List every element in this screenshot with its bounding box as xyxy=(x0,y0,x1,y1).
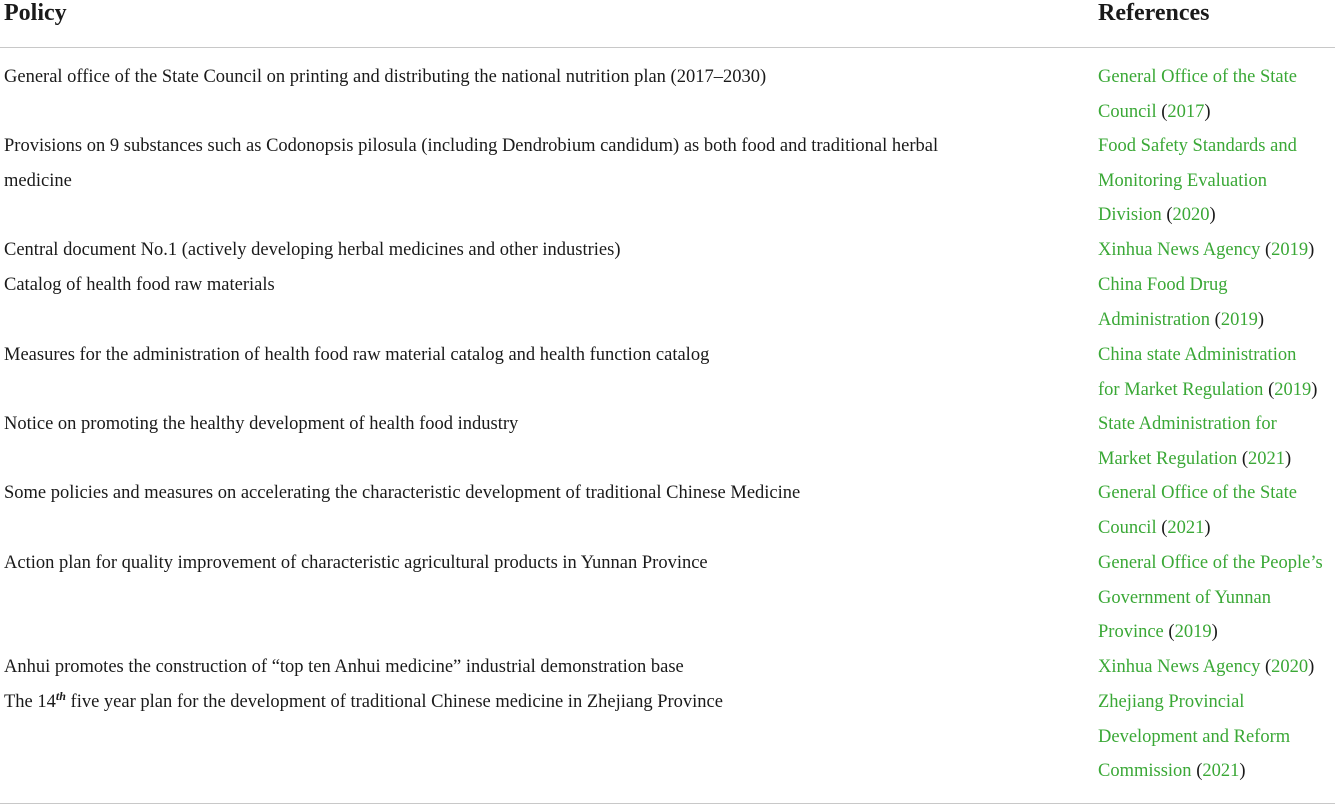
reference-cell[interactable]: Xinhua News Agency (2019) xyxy=(1098,240,1315,260)
ordinal-suffix: th xyxy=(55,688,66,703)
reference-line[interactable]: Commission xyxy=(1098,761,1192,782)
reference-year[interactable]: 2021 xyxy=(1167,517,1205,538)
reference-line[interactable]: Monitoring Evaluation xyxy=(1098,170,1268,191)
bottom-rule xyxy=(0,803,1335,804)
table-header xyxy=(0,0,1335,48)
policy-cell: Notice on promoting the healthy development of health food industry xyxy=(4,414,519,434)
reference-cell[interactable]: Zhejiang Provincial Development and Reform Commission (2021) xyxy=(1098,692,1291,782)
reference-cell[interactable]: Xinhua News Agency (2020) xyxy=(1098,657,1315,677)
reference-line[interactable]: State Administration for xyxy=(1098,414,1277,434)
policy-cell: Catalog of health food raw materials xyxy=(4,275,275,295)
reference-year[interactable]: 2019 xyxy=(1271,240,1309,260)
reference-line[interactable]: Division xyxy=(1098,205,1162,226)
policy-cell: Provisions on 9 substances such as Codonopsis pilosula (including Dendrobium candidum) as both food and traditional herbal medicine xyxy=(4,136,939,191)
reference-line[interactable]: Xinhua News Agency xyxy=(1098,657,1261,677)
reference-cell[interactable]: General Office of the State Council (2021) xyxy=(1098,483,1297,538)
reference-year[interactable]: 2021 xyxy=(1248,448,1286,469)
policy-text-pre: The 14 xyxy=(4,692,56,712)
policy-cell: Central document No.1 (actively developing herbal medicines and other industries) xyxy=(4,240,621,260)
header-references: References xyxy=(1098,0,1210,26)
reference-line[interactable]: Administration xyxy=(1098,309,1211,330)
reference-year[interactable]: 2020 xyxy=(1172,205,1210,226)
reference-cell[interactable]: General Office of the People’s Government of Yunnan Province (2019) xyxy=(1098,553,1323,643)
policy-cell: Measures for the administration of health food raw material catalog and health function catalog xyxy=(4,345,710,365)
reference-line[interactable]: China state Administration xyxy=(1098,345,1297,365)
reference-cell[interactable]: State Administration for Market Regulation (2021) xyxy=(1098,414,1292,469)
reference-line[interactable]: General Office of the State xyxy=(1098,483,1297,503)
policy-cell: Anhui promotes the construction of “top ten Anhui medicine” industrial demonstration base xyxy=(4,657,684,677)
policy-cell: Some policies and measures on accelerating the characteristic development of traditional Chinese Medicine xyxy=(4,483,801,503)
policy-text-post: five year plan for the development of traditional Chinese medicine in Zhejiang Province xyxy=(65,692,723,712)
policy-cell: Action plan for quality improvement of characteristic agricultural products in Yunnan Province xyxy=(4,553,708,573)
reference-line[interactable]: Zhejiang Provincial xyxy=(1098,692,1245,712)
reference-line[interactable]: Government of Yunnan xyxy=(1098,587,1271,608)
reference-cell[interactable]: General Office of the State Council (2017) xyxy=(1098,67,1297,122)
policy-cell: General office of the State Council on printing and distributing the national nutrition plan (2017–2030) xyxy=(4,67,767,87)
reference-year[interactable]: 2019 xyxy=(1274,379,1312,400)
reference-year[interactable]: 2020 xyxy=(1271,657,1309,677)
reference-line[interactable]: China Food Drug xyxy=(1098,275,1228,295)
header-policy: Policy xyxy=(4,0,67,26)
reference-line[interactable]: Market Regulation xyxy=(1098,448,1238,469)
reference-line[interactable]: for Market Regulation xyxy=(1098,379,1264,400)
reference-line[interactable]: General Office of the State xyxy=(1098,67,1297,87)
reference-year[interactable]: 2019 xyxy=(1220,309,1258,330)
policy-cell xyxy=(4,685,1064,720)
reference-year[interactable]: 2019 xyxy=(1174,622,1212,643)
reference-line[interactable]: Xinhua News Agency xyxy=(1098,240,1261,260)
reference-year[interactable]: 2021 xyxy=(1202,761,1240,782)
reference-cell[interactable]: China state Administration for Market Regulation (2019) xyxy=(1098,345,1318,400)
reference-cell[interactable]: China Food Drug Administration (2019) xyxy=(1098,275,1264,330)
reference-cell[interactable]: Food Safety Standards and Monitoring Evaluation Division (2020) xyxy=(1098,136,1297,226)
reference-line[interactable]: Food Safety Standards and xyxy=(1098,136,1297,156)
reference-line[interactable]: Province xyxy=(1098,622,1164,643)
reference-line[interactable]: Council xyxy=(1098,101,1157,122)
reference-line[interactable]: Development and Reform xyxy=(1098,726,1291,747)
reference-year[interactable]: 2017 xyxy=(1167,101,1205,122)
reference-line[interactable]: General Office of the People’s xyxy=(1098,553,1323,573)
reference-line[interactable]: Council xyxy=(1098,517,1157,538)
